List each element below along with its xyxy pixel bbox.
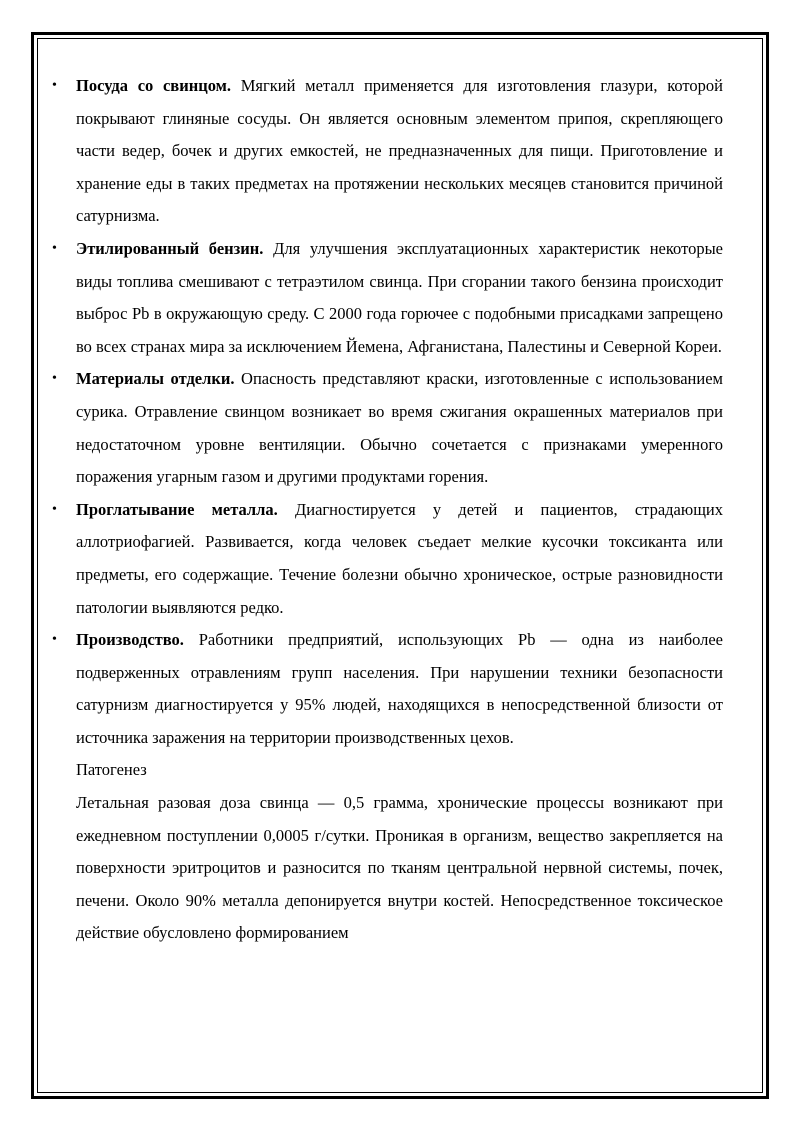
list-item-text: Опасность представляют краски, изготовленные с использованием сурика. Отравление свинцом возникает во время сжигания окрашенных материалов при недостаточном уровне вентиляции. Обычно сочетается с признаками умеренного поражения угарным газом и другими продуктами горения. [76,369,723,487]
list-item-title: Проглатывание металла. [76,499,278,519]
list-item-text: Работники предприятий, использующих Pb — одна из наиболее подверженных отравлениям групп населения. При нарушении техники безопасности сатурнизм диагностируется у 95% людей, находящихся в непосредственной близости от источника заражения на территории производственных цехов. [76,630,723,747]
bullet-icon: • [52,501,57,517]
bullet-icon: • [52,78,57,93]
list-item [52,233,723,363]
list-item [52,70,723,233]
list-item-title: Материалы отделки. [76,369,235,389]
bullet-icon: • [52,371,57,387]
list-item [52,494,723,624]
list-item-title: Производство. [76,630,184,650]
list-item-title: Посуда со свинцом. [76,76,232,95]
list-item-title: Этилированный бензин. [76,238,264,258]
bullet-icon: • [52,240,57,256]
list-item [52,363,723,493]
list-item [52,624,723,754]
section-heading: Патогенез [76,760,147,780]
list-item-text: Для улучшения эксплуатационных характеристик некоторые виды топлива смешивают с тетраэтилом свинца. При сгорании такого бензина происходит выброс Pb в окружающую среду. С 2000 года горючее с подобными присадками запрещено во всех странах мира за исключением Йемена, Афганистана, Палестины и Северной Кореи. [76,238,723,356]
section-paragraph: Летальная разовая доза свинца — 0,5 грамма, хронические процессы возникают при ежедневном поступлении 0,0005 г/сутки. Проникая в организм, вещество закрепляется на поверхности эритроцитов и разносится по тканям центральной нервной системы, почек, печени. Около 90% металла депонируется внутри костей. Непосредственное токсическое действие обусловлено формированием [76,793,723,943]
bullet-icon: • [52,632,57,648]
list-item-text: Мягкий металл применяется для изготовления глазури, которой покрывают глиняные сосуды. Он является основным элементом припоя, скрепляющего части ведер, бочек и других емкостей, не предназначенных для пищи. Приготовление и хранение еды в таких предметах на протяжении нескольких месяцев становится причиной сатурнизма. [76,76,723,226]
bullet-list [52,70,723,754]
list-item-text: Диагностируется у детей и пациентов, страдающих аллотриофагией. Развивается, когда человек съедает мелкие кусочки токсиканта или предметы, его содержащие. Течение болезни обычно хроническое, острые разновидности патологии выявляются редко. [76,499,723,617]
document-body [52,70,723,950]
